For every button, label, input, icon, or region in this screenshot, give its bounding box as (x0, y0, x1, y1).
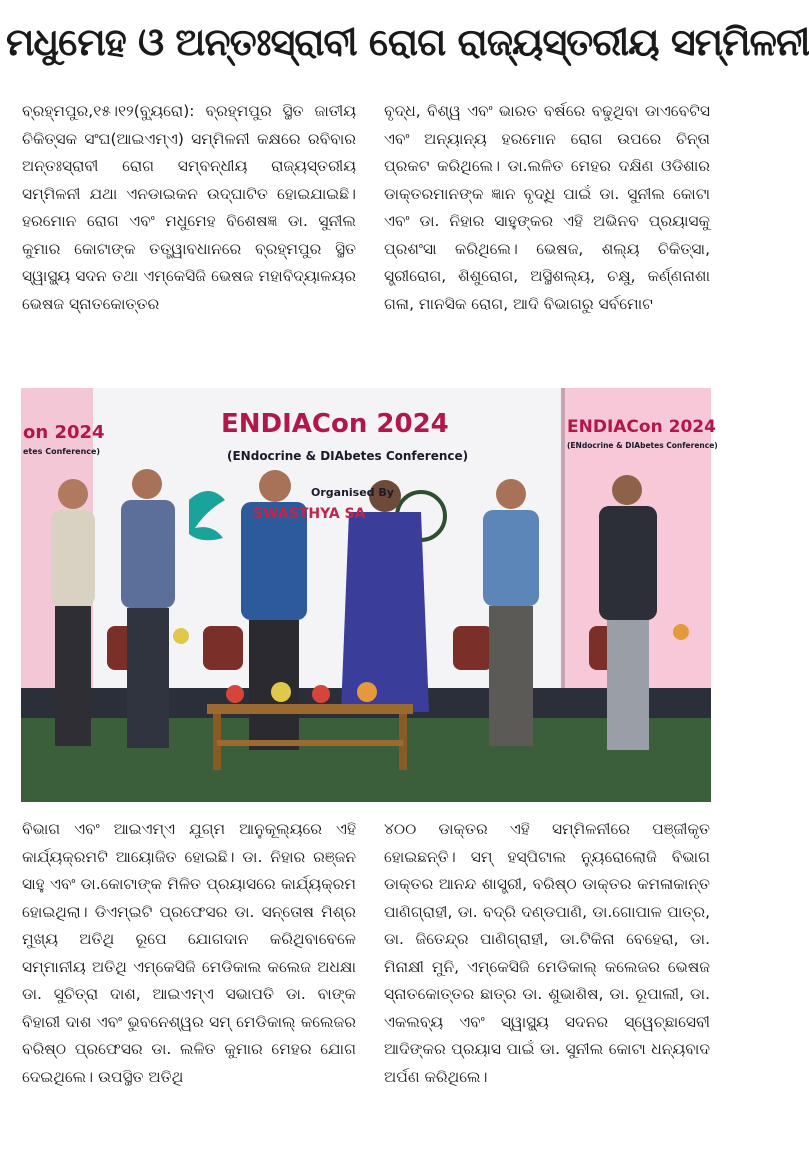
org-name: SWASTHYA SA (253, 506, 366, 522)
banner-subtitle: (ENdocrine & DIAbetes Conference) (227, 449, 469, 463)
article-column-1: ବ୍ରହ୍ମପୁର,୧୫।୧୨(ବ୍ୟୁରୋ): ବ୍ରହ୍ମପୁର ସ୍ଥିତ ଜାତୀୟ ଚିକିତ୍ସକ ସଂଘ(ଆଇଏମ୍ଏ) ସମ୍ମିଳନୀ କକ୍ଷରେ ରବିବାର ଅନ୍ତଃସ୍ରାବୀ ରୋଗ ସମ୍ବନ୍ଧୀୟ ରାଜ୍ୟସ୍ତରୀୟ ସମ୍ମିଳନୀ ଯଥା ଏନଡାଇକନ ଉଦ୍‌ଘାଟିତ ହୋଇଯାଇଛି। ହରମୋନ ରୋଗ ଏବଂ ମଧୁମେହ ବିଶେଷଜ୍ଞ ଡା. ସୁନୀଲ କୁମାର କୋଟାଙ୍କ ତତ୍ତ୍ୱାବଧାନରେ ବ୍ରହ୍ମପୁର ସ୍ଥିତ ସ୍ୱାସ୍ଥ୍ୟ ସଦନ ତଥା ଏମ୍‌କେସିଜି ଭେଷଜ ମହାବିଦ୍ୟାଳୟର ଭେଷଜ ସ୍ନାତକୋତ୍ତର (22, 102, 356, 313)
person-2 (121, 469, 175, 748)
person-5 (483, 479, 539, 746)
left-banner-subtitle: etes Conference) (23, 447, 101, 456)
banner-title: ENDIACon 2024 (221, 409, 449, 439)
organised-by: Organised By (311, 486, 394, 499)
right-banner-subtitle: (ENdocrine & DIAbetes Conference) (567, 441, 718, 450)
article-column-2: ବୃଦ୍ଧ, ବିଶ୍ୱ ଏବଂ ଭାରତ ବର୍ଷରେ ବଢୁଥିବା ଡାଏବେଟିସ ଏବଂ ଅନ୍ୟାନ୍ୟ ହରମୋନ ରୋଗ ଉପରେ ଚିନ୍ତା ପ୍ରକଟ କରିଥିଲେ। ଡା.ଲଳିତ ମେହର ଦକ୍ଷିଣ ଓଡିଶାର ଡାକ୍ତରମାନଙ୍କ ଜ୍ଞାନ ବୃଦ୍ଧି ପାଇଁ ଡା. ସୁନୀଲ କୋଟା ଏବଂ ଡା. ନିହାର ସାହୁଙ୍କର ଏହି ଅଭିନବ ପ୍ରୟାସକୁ ପ୍ରଶଂସା କରିଥିଲେ। ଭେଷଜ, ଶଲ୍ୟ ଚିକିତ୍ସା, ସ୍ତ୍ରୀରୋଗ, ଶିଶୁରୋଗ, ଅସ୍ଥିଶଲ୍ୟ, ଚକ୍ଷୁ, କର୍ଣ୍ଣନାଶା ଗଳା, ମାନସିକ ରୋଗ, ଆଦି ବିଭାଗରୁ ସର୍ବମୋଟ (384, 102, 710, 313)
headline: ମଧୁମେହ ଓ ଅନ୍ତଃସ୍ରାବୀ ରୋଗ ରାଜ୍ୟସ୍ତରୀୟ ସମ୍ମିଳନୀ (6, 20, 809, 64)
event-photo (21, 388, 718, 802)
left-banner-title: on 2024 (23, 422, 105, 443)
article-column-4: ୪୦୦ ଡାକ୍ତର ଏହି ସମ୍ମିଳନୀରେ ପଞ୍ଜୀକୃତ ହୋଇଛନ୍ତି। ସମ୍ ହସ୍ପିଟାଲ ନ୍ୟୁରୋଲୋଜି ବିଭାଗ ଡାକ୍ତର ଆନନ୍ଦ ଶାସ୍ତ୍ରୀ, ବରିଷ୍ଠ ଡାକ୍ତର କମଳାକାନ୍ତ ପାଣିଗ୍ରାହୀ, ଡା. ବଦ୍ରି ଦଣ୍ଡପାଣି, ଡା.ଗୋପାଳ ପାତ୍ର, ଡା. ଜିତେନ୍ଦ୍ର ପାଣିଗ୍ରାହୀ, ଡା.ଟିକିନା ବେହେରା, ଡା. ମିନାକ୍ଷୀ ମୁନି, ଏମ୍‌କେସିଜି ମେଡିକାଲ୍ କଲେଜର ଭେଷଜ ସ୍ନାତକୋତ୍ତର ଛାତ୍ର ଡା. ଶୁଭାଶିଷ, ଡା. ରୂପାଲୀ, ଡା. ଏକଲବ୍ୟ ଏବଂ ସ୍ୱାସ୍ଥ୍ୟ ସଦନର ସ୍ୱେଚ୍ଛାସେବୀ ଆଦିଙ୍କର ପ୍ରୟାସ ପାଇଁ ଡା. ସୁନୀଲ କୋଟା ଧନ୍ୟବାଦ ଅର୍ପଣ କରିଥିଲେ। (384, 820, 710, 1086)
article-column-3: ବିଭାଗ ଏବଂ ଆଇଏମ୍ଏ ଯୁଗ୍ମ ଆନୁକୂଲ୍ୟରେ ଏହି କାର୍ଯ୍ୟକ୍ରମଟି ଆୟୋଜିତ ହୋଇଛି। ଡା. ନିହାର ରଞ୍ଜନ ସାହୁ ଏବଂ ଡା.କୋଟାଙ୍କ ମିଳିତ ପ୍ରୟାସରେ କାର୍ଯ୍ୟକ୍ରମ ହୋଇଥିଲା। ଡିଏମ୍‌ଇଟି ପ୍ରଫେସର ଡା. ସନ୍ତୋଷ ମିଶ୍ର ମୁଖ୍ୟ ଅତିଥି ରୂପେ ଯୋଗଦାନ କରିଥିବାବେଳେ ସମ୍ମାନୀୟ ଅତିଥି ଏମ୍‌କେସିଜି ମେଡିକାଲ କଲେଜ ଅଧକ୍ଷା ଡା. ସୁଚିତ୍ରା ଦାଶ, ଆଇଏମ୍ଏ ସଭାପତି ଡା. ବାଙ୍କ ବିହାରୀ ଦାଶ ଏବଂ ଭୁବନେଶ୍ୱର ସମ୍ ମେଡିକାଲ୍ କଲେଜର ବରିଷ୍ଠ ପ୍ରଫେସର ଡା. ଲଳିତ କୁମାର ମେହର ଯୋଗ ଦେଇଥିଲେ। ଉପସ୍ଥିତ ଅତିଥି (22, 820, 356, 1086)
person-1 (51, 479, 95, 746)
right-banner-title: ENDIACon 2024 (567, 417, 716, 437)
photo-scene (21, 388, 718, 802)
person-6 (599, 475, 657, 750)
